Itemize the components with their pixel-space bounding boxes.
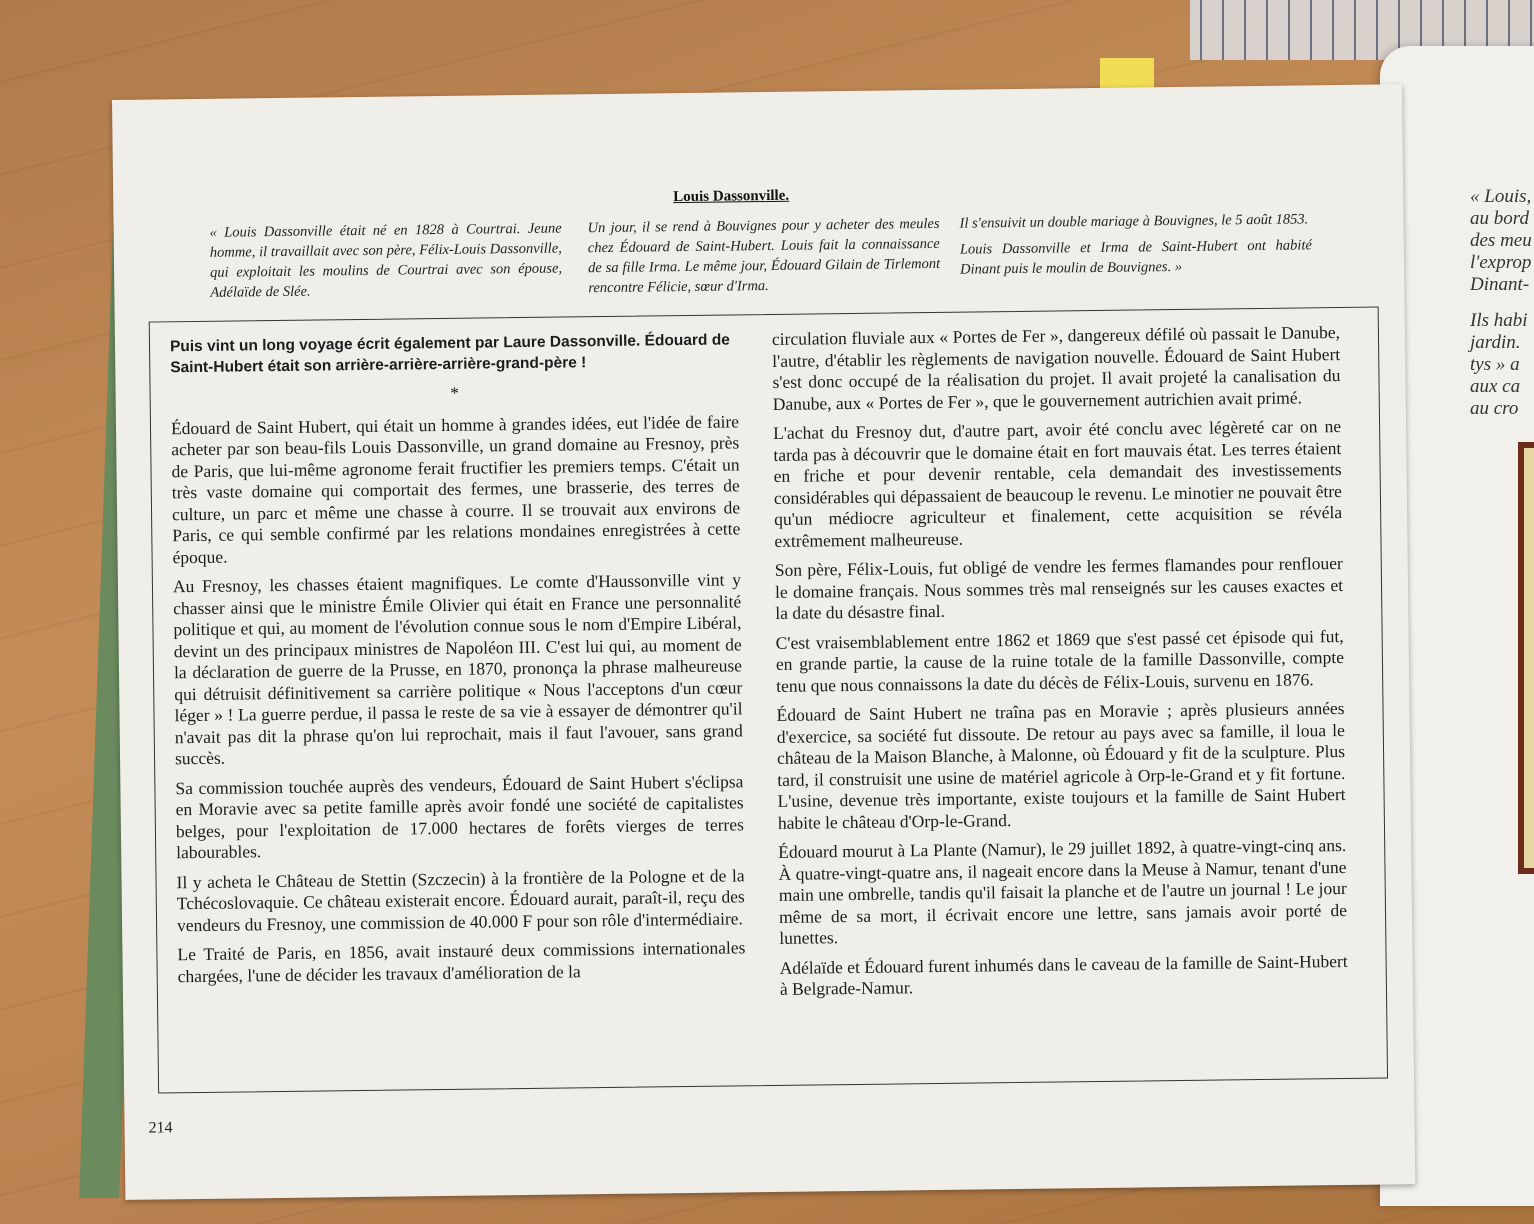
facing-text-line: Ils habi xyxy=(1470,310,1528,331)
framed-picture xyxy=(1518,442,1534,874)
caption-column-3 xyxy=(959,209,1312,285)
facing-text-line: aux ca xyxy=(1470,376,1521,397)
caption-paragraph: Il s'ensuivit un double mariage à Bouvignes, le 5 août 1853. xyxy=(959,211,1309,232)
framed-text-box xyxy=(149,307,1388,1094)
body-paragraph: Le Traité de Paris, en 1856, avait instauré deux commissions internationales chargées, l'une de décider les travaux d'amélioration de la xyxy=(177,937,746,986)
lead-paragraph: Puis vint un long voyage écrit également par Laure Dassonville. Édouard de Saint-Hubert était son arrière-arrière-arrière-grand-père ! xyxy=(169,331,730,377)
facing-text-line: Dinant- xyxy=(1470,274,1530,295)
book-page xyxy=(112,84,1415,1200)
text-column-left xyxy=(170,329,746,995)
facing-text-line: jardin. xyxy=(1470,332,1521,353)
body-paragraph: Son père, Félix-Louis, fut obligé de vendre les fermes flamandes pour renflouer le domaine français. Nous sommes très mal renseignés sur les causes exactes et la date du désastre final. xyxy=(774,552,1344,623)
page-number: 214 xyxy=(148,1119,173,1137)
separator-asterisk: * xyxy=(450,382,460,403)
body-paragraph: Adélaïde et Édouard furent inhumés dans le caveau de la famille de Saint-Hubert à Belgrade-Namur. xyxy=(779,950,1348,999)
body-paragraph: Édouard de Saint Hubert ne traîna pas en Moravie ; après plusieurs années d'exercice, sa société fut dissoute. De retour au pays avec sa famille, il loua le château de la Maison Blanche, à Malonne, où Édouard y fit de la sculpture. Plus tard, il construisit une usine de matériel agricole à Orp-le-Grand et y fit fortune. L'usine, devenue très importante, existe toujours et la famille de Saint Hubert habite le château d'Orp-le-Grand. xyxy=(776,697,1346,833)
facing-text-line: « Louis, xyxy=(1470,186,1532,207)
caption-column-1 xyxy=(210,219,563,309)
text-column-right xyxy=(772,322,1348,1008)
facing-text-line: l'exprop xyxy=(1470,252,1532,273)
body-paragraph: Au Fresnoy, les chasses étaient magnifiques. Le comte d'Haussonville vint y chasser ainsi que le ministre Émile Olivier qui était en France une personnalité politique et qui, au moment de l'évolution connue sous le nom d'Empire Libéral, devint un des principaux ministres de Napoléon III. C'est lui qui, au moment de la déclaration de guerre de la Prusse, en 1870, prononça la phrase malheureuse qui détruisit définitivement sa carrière politique « Nous l'acceptons d'un cœur léger » ! La guerre perdue, il passa le reste de sa vie à essayer de démontrer qu'il n'avait pas dit la phrase qu'on lui reprochait, mais il faut l'avouer, sans grand succès. xyxy=(172,569,743,769)
facing-text-line: des meu xyxy=(1470,230,1532,251)
body-paragraph: Sa commission touchée auprès des vendeurs, Édouard de Saint Hubert s'éclipsa en Moravie avec sa petite famille après avoir fondé une société de capitalistes belges, pour l'exploitation de 17.000 hectares de forêts vierges de terres labourables. xyxy=(175,770,745,863)
caption-paragraph: Louis Dassonville et Irma de Saint-Hubert ont habité Dinant puis le moulin de Bouvignes. » xyxy=(959,237,1312,278)
body-paragraph: circulation fluviale aux « Portes de Fer », dangereux défilé où passait le Danube, l'autre, d'établir les règlements de navigation nouvelle. Édouard de Saint Hubert s'est donc occupé de la réalisation du projet. Il avait projeté la canalisation du Danube, aux « Portes de Fer », que le gouvernement autrichien avait primé. xyxy=(771,322,1341,414)
caption-column-2 xyxy=(587,214,940,304)
caption-paragraph: « Louis Dassonville était né en 1828 à Courtrai. Jeune homme, il travaillait avec son père, Félix-Louis Dassonville, qui exploitait les moulins de Courtrai avec son épouse, Adélaïde de Slée. xyxy=(209,220,563,301)
facing-text-line: tys » a xyxy=(1470,354,1520,375)
body-paragraph: Édouard de Saint Hubert, qui était un homme à grandes idées, eut l'idée de faire acheter par son beau-fils Louis Dassonville, un grand domaine au Fresnoy, près de Paris, que lui-même agronome ferait fructifier les premiers temps. C'était un très vaste domaine qui comportait des fermes, une brasserie, des terres de culture, un parc et même une chasse à courre. Il se trouvait aux environs de Paris, ce qui semble confirmé par les relations mondaines enregistrées à cette époque. xyxy=(170,410,741,567)
body-paragraph: L'achat du Fresnoy dut, d'autre part, avoir été conclu avec légèreté car on ne tarda pas à découvrir que le domaine était en fort mauvais état. Les terres étaient en friche et pour devenir rentable, cela demandait des investissements considérables qui dépassaient de beaucoup le revenu. Le minotier ne pouvait être qu'un médiocre agriculteur et finalement, cette acquisition se révéla extrêmement malheureuse. xyxy=(772,416,1343,551)
body-paragraph: Il y acheta le Château de Stettin (Szczecin) à la frontière de la Pologne et de la Tchécoslovaquie. Ce château existerait encore. Édouard aurait, paraît-il, reçu des vendeurs du Fresnoy, une commission de 40.000 F pour son rôle d'intermédiaire. xyxy=(176,864,745,935)
caption-paragraph: Un jour, il se rend à Bouvignes pour y acheter des meules chez Édouard de Saint-Hubert. Louis fait la connaissance de sa fille Irma. Le même jour, Édouard Gilain de Tirlemont rencontre Félicie, sœur d'Irma. xyxy=(587,215,941,297)
caption-title: Louis Dassonville. xyxy=(673,187,790,206)
body-paragraph: C'est vraisemblablement entre 1862 et 1869 que s'est passé cet épisode qui fut, en grande partie, la cause de la ruine totale de la famille Dassonville, compte tenu que nous connaissons la date du décès de Félix-Louis, survenu en 1876. xyxy=(775,625,1345,696)
facing-text-line: au cro xyxy=(1470,398,1519,419)
facing-text-line: au bord xyxy=(1470,208,1529,229)
body-paragraph: Édouard mourut à La Plante (Namur), le 29 juillet 1892, à quatre-vingt-cinq ans. À quatre-vingt-quatre ans, il nageait encore dans la Meuse à Namur, tenant d'une main une ombrelle, tandis qu'il faisait la planche et de l'autre un journal ! Le jour même de sa mort, il écrivait encore une lettre, sans jamais avoir porté de lunettes. xyxy=(778,834,1348,948)
